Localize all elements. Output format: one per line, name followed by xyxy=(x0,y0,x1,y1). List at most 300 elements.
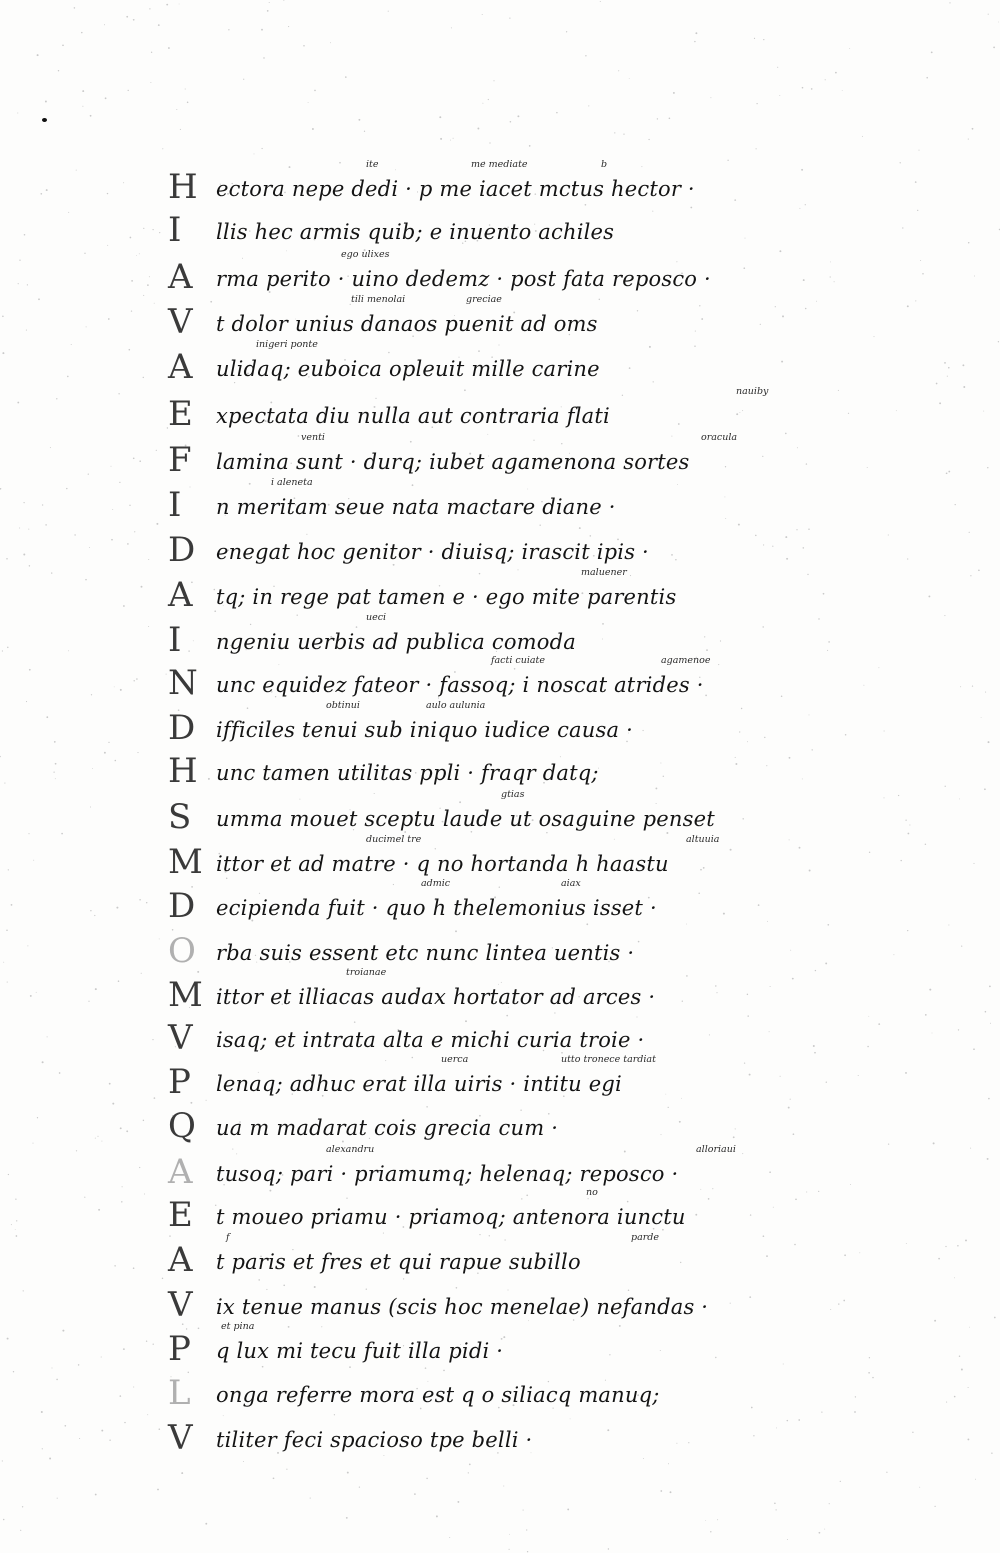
paper-speck xyxy=(920,260,921,261)
paper-speck xyxy=(925,1014,927,1016)
paper-speck xyxy=(146,1341,147,1342)
paper-speck xyxy=(855,1396,856,1397)
paper-speck xyxy=(710,1531,711,1532)
paper-speck xyxy=(86,326,87,327)
paper-speck xyxy=(799,847,801,849)
paper-speck xyxy=(828,641,830,643)
paper-speck xyxy=(907,930,908,931)
paper-speck xyxy=(78,1364,80,1366)
paper-speck xyxy=(2,352,4,354)
paper-speck xyxy=(23,1290,24,1291)
paper-speck xyxy=(673,92,675,94)
interlinear-gloss: ite xyxy=(366,159,379,170)
paper-speck xyxy=(900,162,901,163)
paper-speck xyxy=(961,1369,963,1371)
paper-speck xyxy=(915,181,917,183)
paper-speck xyxy=(166,674,167,675)
paper-speck xyxy=(821,1411,822,1412)
paper-speck xyxy=(803,547,805,549)
paper-speck xyxy=(123,605,125,607)
paper-speck xyxy=(143,1120,144,1121)
paper-speck xyxy=(288,26,289,27)
paper-speck xyxy=(0,756,1,757)
paper-speck xyxy=(960,686,961,687)
paper-speck xyxy=(790,950,791,951)
paper-speck xyxy=(862,136,863,137)
verse-text: ngeniu uerbis ad publica comoda xyxy=(216,630,577,654)
paper-speck xyxy=(90,115,92,117)
paper-speck xyxy=(945,1246,946,1247)
paper-speck xyxy=(33,860,34,861)
verse-line xyxy=(168,1054,788,1106)
verse-text: isaq; et intrata alta e michi curia troie · xyxy=(216,1028,645,1052)
paper-speck xyxy=(517,115,519,117)
paper-speck xyxy=(867,1046,869,1048)
paper-speck xyxy=(905,820,906,821)
paper-speck xyxy=(58,70,59,71)
paper-speck xyxy=(815,970,816,971)
paper-speck xyxy=(787,1539,788,1540)
paper-speck xyxy=(17,113,18,114)
paper-speck xyxy=(727,160,728,161)
verse-text: n meritam seue nata mactare diane · xyxy=(216,495,616,519)
paper-speck xyxy=(825,79,826,80)
paper-speck xyxy=(884,730,885,731)
paper-speck xyxy=(130,237,132,239)
paper-speck xyxy=(988,14,989,15)
paper-speck xyxy=(37,1117,38,1118)
paper-speck xyxy=(798,1419,800,1421)
paper-speck xyxy=(312,128,314,130)
paper-speck xyxy=(388,11,389,12)
paper-speck xyxy=(37,54,39,56)
initial-letter: M xyxy=(168,842,203,882)
initial-letter: P xyxy=(168,1329,191,1369)
paper-speck xyxy=(967,1438,969,1440)
paper-speck xyxy=(863,685,864,686)
paper-speck xyxy=(23,554,25,556)
paper-speck xyxy=(489,142,490,143)
paper-speck xyxy=(49,1458,51,1460)
paper-speck xyxy=(929,989,931,991)
initial-letter: P xyxy=(168,1062,191,1102)
paper-speck xyxy=(98,1209,100,1211)
initial-letter: D xyxy=(168,886,196,926)
paper-speck xyxy=(16,1220,17,1221)
paper-speck xyxy=(74,7,76,8)
paper-speck xyxy=(922,273,924,275)
paper-speck xyxy=(120,689,122,691)
paper-speck xyxy=(756,148,757,149)
paper-speck xyxy=(985,1011,987,1013)
paper-speck xyxy=(82,90,84,92)
paper-speck xyxy=(825,962,827,964)
paper-speck xyxy=(842,90,843,91)
paper-speck xyxy=(254,153,255,154)
paper-speck xyxy=(123,1348,125,1350)
paper-speck xyxy=(3,1519,5,1521)
paper-speck xyxy=(949,2,950,3)
paper-speck xyxy=(526,1529,527,1530)
paper-speck xyxy=(843,1300,845,1302)
paper-speck xyxy=(670,1491,672,1493)
paper-speck xyxy=(965,1239,967,1241)
interlinear-gloss: aiax xyxy=(561,878,581,889)
initial-letter: I xyxy=(168,210,182,250)
paper-speck xyxy=(123,182,124,183)
paper-speck xyxy=(90,806,91,807)
paper-speck xyxy=(112,509,113,510)
paper-speck xyxy=(844,1254,846,1256)
paper-speck xyxy=(120,1127,122,1129)
paper-speck xyxy=(105,97,107,99)
paper-speck xyxy=(509,1549,510,1550)
paper-speck xyxy=(157,1489,159,1491)
paper-speck xyxy=(987,467,988,468)
paper-speck xyxy=(27,945,28,946)
paper-speck xyxy=(905,1072,907,1074)
paper-speck xyxy=(162,148,163,149)
paper-speck xyxy=(118,980,120,982)
initial-letter: A xyxy=(168,257,193,297)
paper-speck xyxy=(104,24,105,25)
paper-speck xyxy=(152,1039,153,1040)
verse-line xyxy=(168,1144,788,1196)
verse-line xyxy=(168,1232,788,1284)
paper-speck xyxy=(660,1490,662,1492)
paper-speck xyxy=(40,193,42,195)
paper-speck xyxy=(939,402,941,404)
paper-speck xyxy=(585,55,586,56)
paper-speck xyxy=(90,910,91,911)
paper-speck xyxy=(961,946,962,947)
paper-speck xyxy=(907,833,909,835)
paper-speck xyxy=(59,1072,61,1074)
paper-speck xyxy=(154,303,155,304)
paper-speck xyxy=(907,305,909,307)
paper-speck xyxy=(600,1,601,2)
paper-speck xyxy=(998,341,999,342)
paper-speck xyxy=(805,204,806,205)
paper-speck xyxy=(850,1184,851,1185)
paper-speck xyxy=(41,1411,43,1413)
paper-speck xyxy=(76,170,77,171)
verse-line xyxy=(168,432,788,484)
interlinear-gloss: uerca xyxy=(441,1054,469,1065)
paper-speck xyxy=(261,148,262,149)
verse-line xyxy=(168,159,788,211)
paper-speck xyxy=(136,255,137,256)
initial-letter: E xyxy=(168,394,193,434)
paper-speck xyxy=(42,1061,44,1063)
paper-speck xyxy=(314,90,316,92)
paper-speck xyxy=(144,1193,145,1194)
paper-speck xyxy=(802,87,804,89)
paper-speck xyxy=(6,930,8,932)
paper-speck xyxy=(756,103,757,104)
paper-speck xyxy=(987,1158,989,1160)
paper-speck xyxy=(18,283,19,284)
paper-speck xyxy=(788,1107,790,1109)
verse-line xyxy=(168,700,788,752)
paper-speck xyxy=(32,1143,33,1144)
paper-speck xyxy=(28,529,29,530)
paper-speck xyxy=(926,77,928,79)
verse-text: ittor et ad matre · q no hortanda h haastu xyxy=(216,852,669,876)
interlinear-gloss: agamenoe xyxy=(661,655,711,666)
paper-speck xyxy=(934,1506,935,1507)
paper-speck xyxy=(623,133,624,134)
interlinear-gloss: ego ulixes xyxy=(341,249,390,260)
paper-speck xyxy=(705,1520,706,1521)
paper-speck xyxy=(567,1508,569,1510)
paper-speck xyxy=(42,504,43,505)
paper-speck xyxy=(457,1501,459,1503)
paper-speck xyxy=(95,1494,97,1496)
interlinear-gloss: facti cuiate xyxy=(491,655,545,666)
interlinear-gloss: utto tronece tardiat xyxy=(561,1054,656,1065)
paper-speck xyxy=(149,8,150,9)
paper-speck xyxy=(789,757,791,759)
paper-speck xyxy=(168,47,170,49)
paper-speck xyxy=(88,473,89,474)
paper-speck xyxy=(149,276,150,277)
paper-speck xyxy=(946,1402,947,1403)
paper-speck xyxy=(139,253,140,254)
paper-speck xyxy=(808,528,809,529)
paper-speck xyxy=(451,27,452,28)
paper-speck xyxy=(872,1377,873,1378)
paper-speck xyxy=(983,411,984,412)
paper-speck xyxy=(884,797,885,798)
paper-speck xyxy=(556,112,558,114)
paper-speck xyxy=(912,1432,913,1433)
paper-speck xyxy=(797,447,798,448)
paper-speck xyxy=(91,694,92,695)
interlinear-gloss: et pina xyxy=(221,1321,255,1332)
paper-speck xyxy=(57,1498,58,1499)
paper-speck xyxy=(829,1503,830,1504)
paper-speck xyxy=(20,1530,21,1531)
paper-speck xyxy=(936,383,938,385)
paper-speck xyxy=(15,1229,16,1230)
paper-speck xyxy=(68,212,69,213)
paper-speck xyxy=(984,788,986,790)
paper-speck xyxy=(796,529,797,530)
initial-letter: I xyxy=(168,485,182,525)
paper-speck xyxy=(618,70,619,71)
paper-speck xyxy=(56,398,57,399)
paper-speck xyxy=(261,29,263,31)
paper-speck xyxy=(2,650,3,651)
paper-speck xyxy=(330,42,331,43)
paper-speck xyxy=(510,121,512,123)
paper-speck xyxy=(129,505,130,506)
verse-text: xpectata diu nulla aut contraria flati xyxy=(216,404,610,428)
paper-speck xyxy=(848,413,849,414)
paper-speck xyxy=(509,1534,510,1535)
paper-speck xyxy=(181,1472,183,1474)
paper-speck xyxy=(657,118,658,119)
paper-speck xyxy=(948,471,950,473)
paper-speck xyxy=(139,1167,140,1168)
paper-speck xyxy=(17,402,19,404)
verse-line xyxy=(168,208,788,254)
paper-speck xyxy=(308,102,309,103)
paper-speck xyxy=(994,1317,996,1319)
paper-speck xyxy=(345,76,347,78)
paper-speck xyxy=(143,377,144,378)
paper-speck xyxy=(104,752,106,754)
paper-speck xyxy=(133,1267,135,1269)
paper-speck xyxy=(45,524,47,526)
initial-letter: S xyxy=(168,797,192,837)
verse-line xyxy=(168,1321,788,1373)
paper-speck xyxy=(985,692,986,693)
paper-speck xyxy=(816,301,817,302)
interlinear-gloss: venti xyxy=(301,432,325,443)
paper-speck xyxy=(990,1023,991,1024)
verse-text: ectora nepe dedi · p me iacet mctus hector · xyxy=(216,177,695,201)
paper-speck xyxy=(120,1395,122,1397)
paper-speck xyxy=(89,547,90,548)
paper-speck xyxy=(944,615,945,616)
verse-text: llis hec armis quib; e inuento achiles xyxy=(216,220,615,244)
paper-speck xyxy=(779,95,780,96)
initial-letter: M xyxy=(168,975,203,1015)
paper-speck xyxy=(814,1052,816,1054)
paper-speck xyxy=(819,1532,821,1534)
paper-speck xyxy=(339,162,341,164)
initial-letter: D xyxy=(168,708,196,748)
paper-speck xyxy=(917,210,918,211)
paper-speck xyxy=(909,824,910,825)
paper-speck xyxy=(818,618,819,619)
paper-speck xyxy=(482,14,483,15)
paper-speck xyxy=(84,1197,85,1198)
paper-speck xyxy=(918,150,919,151)
paper-speck xyxy=(754,38,755,39)
interlinear-gloss: troianae xyxy=(346,967,387,978)
paper-speck xyxy=(81,32,82,33)
paper-speck xyxy=(888,1143,889,1144)
verse-line xyxy=(168,749,788,795)
paper-speck xyxy=(71,344,72,345)
paper-speck xyxy=(11,1224,12,1225)
interlinear-gloss: maluener xyxy=(581,567,627,578)
paper-speck xyxy=(795,1198,797,1200)
paper-speck xyxy=(2,1460,3,1461)
paper-speck xyxy=(874,336,875,337)
paper-speck xyxy=(440,138,442,140)
paper-speck xyxy=(968,1387,969,1388)
paper-speck xyxy=(970,1148,971,1149)
paper-speck xyxy=(629,78,630,79)
paper-speck xyxy=(29,565,30,566)
paper-speck xyxy=(830,261,831,262)
paper-speck xyxy=(61,833,63,835)
verse-text: t moueo priamu · priamoq; antenora iunctu xyxy=(216,1205,686,1229)
initial-letter: Q xyxy=(168,1106,196,1146)
paper-speck xyxy=(955,504,956,505)
paper-speck xyxy=(792,978,794,980)
initial-letter: V xyxy=(168,302,193,342)
verse-line xyxy=(168,339,788,391)
paper-speck xyxy=(118,393,119,394)
verse-text: umma mouet sceptu laude ut osaguine penset xyxy=(216,807,715,831)
paper-speck xyxy=(902,227,903,228)
paper-speck xyxy=(269,2,270,3)
verse-line xyxy=(168,386,788,438)
paper-speck xyxy=(869,1357,870,1358)
verse-text: enegat hoc genitor · diuisq; irascit ipis · xyxy=(216,540,649,564)
paper-speck xyxy=(121,1201,122,1202)
interlinear-gloss: ducimel tre xyxy=(366,834,422,845)
paper-speck xyxy=(97,1136,98,1137)
verse-text: onga referre mora est q o siliacq manuq; xyxy=(216,1383,660,1407)
paper-speck xyxy=(346,1517,348,1519)
initial-letter: A xyxy=(168,1152,193,1192)
paper-speck xyxy=(74,534,75,535)
paper-speck xyxy=(115,760,117,762)
paper-speck xyxy=(205,1523,207,1525)
initial-letter: A xyxy=(168,347,193,387)
paper-speck xyxy=(809,714,810,715)
initial-letter: O xyxy=(168,931,196,971)
paper-speck xyxy=(811,88,813,90)
ink-mark xyxy=(42,118,47,122)
verse-text: ecipienda fuit · quo h thelemonius isset · xyxy=(216,896,657,920)
paper-speck xyxy=(19,528,20,529)
paper-speck xyxy=(993,47,995,49)
paper-speck xyxy=(45,101,47,103)
paper-speck xyxy=(973,863,974,864)
initial-letter: V xyxy=(168,1285,193,1325)
initial-letter: F xyxy=(168,440,192,480)
paper-speck xyxy=(52,1368,53,1369)
paper-speck xyxy=(139,899,141,901)
paper-speck xyxy=(50,447,51,448)
paper-speck xyxy=(988,1098,990,1100)
paper-speck xyxy=(156,523,158,525)
verse-text: ix tenue manus (scis hoc menelae) nefandas · xyxy=(216,1295,709,1319)
paper-speck xyxy=(529,145,531,147)
paper-speck xyxy=(947,376,948,377)
paper-speck xyxy=(187,102,189,104)
paper-speck xyxy=(62,44,64,46)
initial-letter: A xyxy=(168,1240,193,1280)
paper-speck xyxy=(944,362,946,364)
paper-speck xyxy=(131,280,133,282)
paper-speck xyxy=(101,1141,102,1142)
verse-line xyxy=(168,567,788,619)
paper-speck xyxy=(4,783,5,784)
paper-speck xyxy=(694,41,695,42)
paper-speck xyxy=(648,139,649,140)
paper-speck xyxy=(793,1133,795,1135)
verse-line xyxy=(168,1016,788,1062)
paper-speck xyxy=(776,1509,777,1510)
paper-speck xyxy=(436,1515,438,1517)
paper-speck xyxy=(114,686,115,687)
verse-line xyxy=(168,528,788,574)
paper-speck xyxy=(695,32,697,34)
paper-speck xyxy=(46,716,48,718)
paper-speck xyxy=(11,904,13,906)
paper-speck xyxy=(133,457,135,459)
paper-speck xyxy=(827,650,828,651)
paper-speck xyxy=(932,1033,933,1034)
